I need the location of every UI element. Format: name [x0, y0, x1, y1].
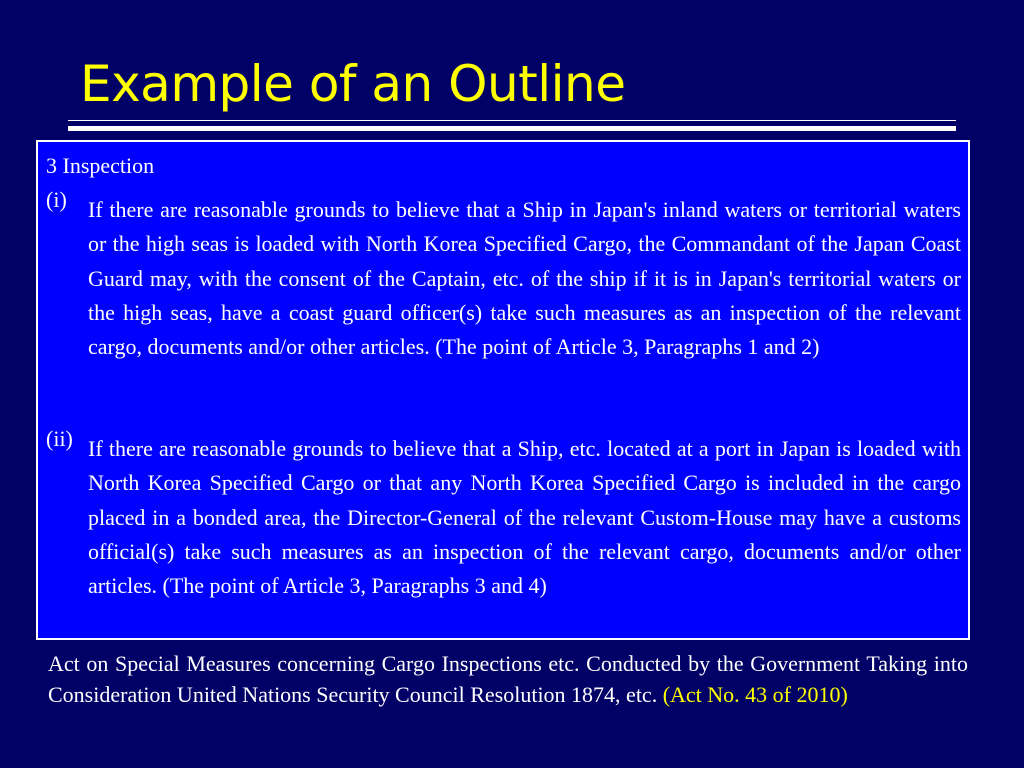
- item-text-ii: If there are reasonable grounds to believe that a Ship, etc. located at a port in Japan is loaded with North Korea Specified Cargo or that any North Korea Specified Cargo is included in the cargo placed in a bonded area, the Director-General of the relevant Custom-House may have a customs official(s) take such measures as an inspection of the relevant cargo, documents and/or other articles. (The point of Article 3, Paragraphs 3 and 4): [88, 436, 961, 599]
- source-act-title: Act on Special Measures concerning Cargo Inspections etc. Conducted by the Government Taking into Consideration United Nations Security Council Resolution 1874, etc.: [48, 651, 968, 707]
- source-act-number: (Act No. 43 of 2010): [662, 682, 848, 707]
- source-citation: [48, 648, 968, 710]
- slide-title: Example of an Outline: [80, 55, 626, 113]
- item-label-i: (i): [46, 187, 67, 212]
- title-divider-thick: [68, 126, 956, 131]
- title-divider-thin: [68, 120, 956, 121]
- section-heading: 3 Inspection: [46, 153, 155, 178]
- item-label-ii: (ii): [46, 426, 73, 451]
- item-text-i: If there are reasonable grounds to believe that a Ship in Japan's inland waters or territorial waters or the high seas is loaded with North Korea Specified Cargo, the Commandant of the Japan Coast Guard may, with the consent of the Captain, etc. of the ship if it is in Japan's territorial waters or the high seas, have a coast guard officer(s) take such measures as an inspection of the relevant cargo, documents and/or other articles. (The point of Article 3, Paragraphs 1 and 2): [88, 197, 961, 360]
